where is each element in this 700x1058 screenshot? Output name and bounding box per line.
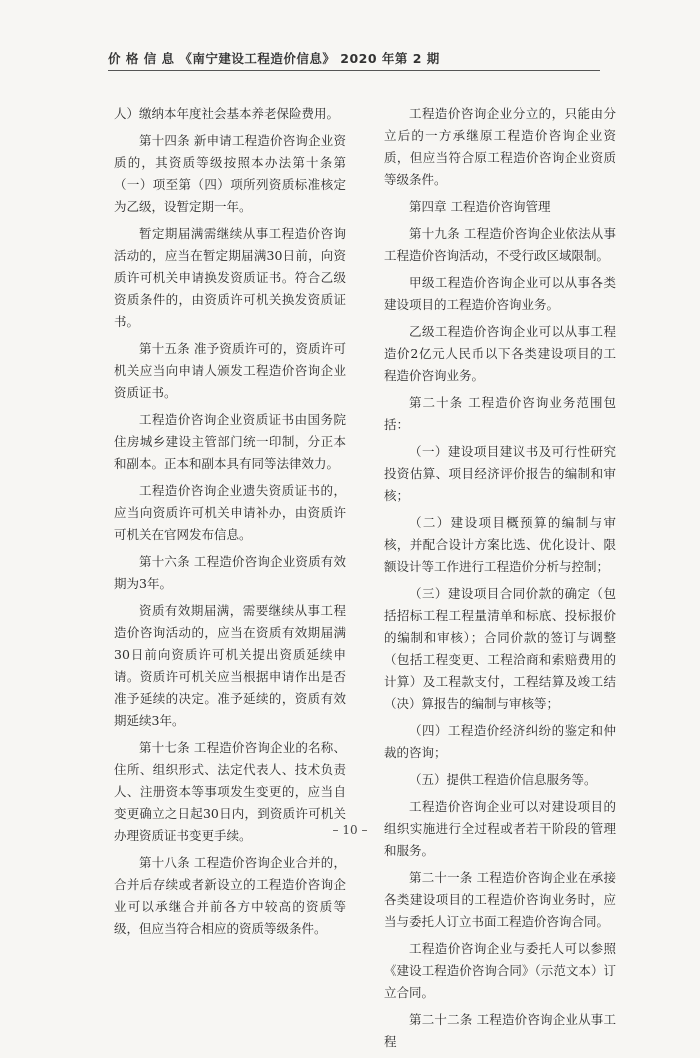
paragraph: 工程造价咨询企业资质证书由国务院住房城乡建设主管部门统一印制，分正本和副本。正本和副本具有同等法律效力。 — [114, 412, 346, 471]
paragraph: 第二十一条 工程造价咨询企业在承接各类建设项目的工程造价咨询业务时，应当与委托人订立书面工程造价咨询合同。 — [384, 870, 616, 929]
list-item: （一）建设项目建议书及可行性研究投资估算、项目经济评价报告的编制和审核； — [384, 444, 616, 503]
paragraph: 第十九条 工程造价咨询企业依法从事工程造价咨询活动，不受行政区域限制。 — [384, 226, 616, 263]
header-rule — [108, 70, 600, 71]
chapter-heading: 第四章 工程造价咨询管理 — [409, 199, 551, 214]
paragraph: 第十四条 新申请工程造价咨询企业资质的，其资质等级按照本办法第十条第（一）项至第（四）项所列资质标准核定为乙级，设暂定期一年。 — [114, 133, 346, 214]
paragraph: 第十七条 工程造价咨询企业的名称、住所、组织形式、法定代表人、技术负责人、注册资本等事项发生变更的，应当自变更确立之日起30日内，到资质许可机关办理资质证书变更手续。 — [114, 740, 346, 843]
paragraph: 人）缴纳本年度社会基本养老保险费用。 — [114, 106, 340, 121]
page-number: – 10 – — [332, 823, 368, 837]
paragraph: 工程造价咨询企业遗失资质证书的，应当向资质许可机关申请补办，由资质许可机关在官网发布信息。 — [114, 483, 346, 542]
paragraph: 资质有效期届满，需要继续从事工程造价咨询活动的，应当在资质有效期届满30日前向资质许可机关提出资质延续申请。资质许可机关应当根据申请作出是否准予延续的决定。准予延续的，资质有效期延续3年。 — [114, 603, 346, 728]
left-column — [114, 103, 346, 945]
paragraph: 第十八条 工程造价咨询企业合并的，合并后存续或者新设立的工程造价咨询企业可以承继合并前各方中较高的资质等级，但应当符合相应的资质等级条件。 — [114, 855, 346, 936]
paragraph: 第十六条 工程造价咨询企业资质有效期为3年。 — [114, 554, 346, 591]
list-item: （五）提供工程造价信息服务等。 — [409, 772, 597, 787]
paragraph: 暂定期届满需继续从事工程造价咨询活动的，应当在暂定期届满30日前，向资质许可机关申请换发资质证书。符合乙级资质条件的，由资质许可机关换发资质证书。 — [114, 226, 346, 329]
paragraph: 乙级工程造价咨询企业可以从事工程造价2亿元人民币以下各类建设项目的工程造价咨询业务。 — [384, 324, 616, 383]
list-item: （二）建设项目概预算的编制与审核，并配合设计方案比选、优化设计、限额设计等工作进行工程造价分析与控制； — [384, 515, 616, 574]
paragraph: 工程造价咨询企业分立的，只能由分立后的一方承继原工程造价咨询企业资质，但应当符合原工程造价咨询企业资质等级条件。 — [384, 106, 616, 187]
list-item: （四）工程造价经济纠纷的鉴定和仲裁的咨询； — [384, 723, 616, 760]
paragraph: 甲级工程造价咨询企业可以从事各类建设项目的工程造价咨询业务。 — [384, 275, 616, 312]
running-header: 价 格 信 息 《南宁建设工程造价信息》 2020 年第 2 期 — [108, 51, 440, 66]
paragraph: 工程造价咨询企业可以对建设项目的组织实施进行全过程或者若干阶段的管理和服务。 — [384, 799, 616, 858]
paragraph: 第二十条 工程造价咨询业务范围包括： — [384, 395, 616, 432]
paragraph: 工程造价咨询企业与委托人可以参照《建设工程造价咨询合同》（示范文本）订立合同。 — [384, 941, 616, 1000]
list-item: （三）建设项目合同价款的确定（包括招标工程工程量清单和标底、投标报价的编制和审核）；合同价款的签订与调整（包括工程变更、工程洽商和索赔费用的计算）及工程款支付，工程结算及竣工结（决）算报告的编制与审核等； — [384, 586, 616, 711]
paragraph: 第二十二条 工程造价咨询企业从事工程 — [384, 1012, 616, 1049]
paragraph: 第十五条 准予资质许可的，资质许可机关应当向申请人颁发工程造价咨询企业资质证书。 — [114, 341, 346, 400]
right-column — [384, 103, 616, 1058]
